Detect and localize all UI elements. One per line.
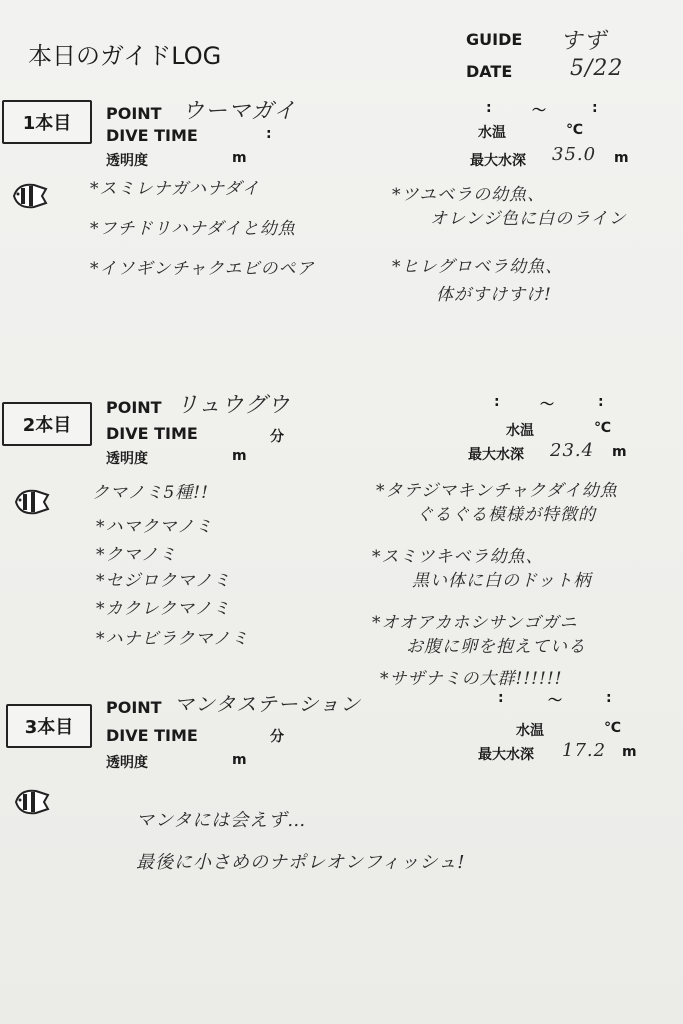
dive-1-note-right-2: オレンジ色に白のライン [430,209,627,229]
dive-2-note-right-4: 黒い体に白のドット柄 [412,571,592,591]
dive-1-time-tilde: ～ [532,103,546,119]
dive-3-note-1: マンタには会えず… [136,810,307,831]
dive-1-note-right-4: 体がすけすけ! [436,285,552,305]
dive-3-label: 3本目 [24,717,74,738]
dive-1-badge [2,100,92,144]
guide-label: GUIDE [466,30,523,49]
dive-2-point-label: POINT [106,398,162,417]
dive-2-note-right-1: *タテジマキンチャクダイ幼魚 [376,481,618,501]
dive-1-time-colon-b: : [592,100,598,116]
dive-2-note-right-6: お腹に卵を抱えている [406,637,586,657]
dive-2-time-colon-b: : [598,394,604,410]
dive-3-time-tilde: ～ [548,693,562,709]
fish-icon [14,486,50,518]
dive-2-maxdepth-value: 23.4 [550,440,595,461]
dive-2-visibility-label: 透明度 [106,451,148,467]
dive-2-note-left-2: *ハマクマノミ [96,517,213,537]
dive-2-visibility-unit: m [232,448,247,464]
dive-1-note-left-2: *フチドリハナダイと幼魚 [90,219,296,239]
dive-1-time-colon-a: : [486,100,492,116]
guide-value: すず [560,29,607,54]
dive-2-note-right-7: *サザナミの大群!!!!!! [380,669,563,689]
dive-1-maxdepth-label: 最大水深 [470,153,526,169]
fish-icon [14,786,50,818]
dive-2-label: 2本目 [22,415,72,436]
dive-3-divetime-label: DIVE TIME [106,726,198,745]
dive-3-time-colon-a: : [498,690,504,706]
page-title: 本日のガイドLOG [28,42,222,70]
dive-3-maxdepth-value: 17.2 [562,740,607,761]
dive-2-badge [2,402,92,446]
dive-1-label: 1本目 [22,113,72,134]
dive-3-visibility-label: 透明度 [106,755,148,771]
dive-2-divetime-unit: 分 [270,429,284,445]
dive-1-temp-label: 水温 [478,125,506,141]
dive-2-point-value: リュウグウ [176,393,291,418]
dive-3-maxdepth-unit: m [622,744,637,760]
dive-3-visibility-unit: m [232,752,247,768]
dive-1-temp-unit: ℃ [566,122,583,138]
dive-2-note-right-5: *オオアカホシサンゴガニ [372,613,578,633]
dive-2-maxdepth-unit: m [612,444,627,460]
dive-2-note-left-4: *セジロクマノミ [96,571,231,591]
dive-3-divetime-unit: 分 [270,729,284,745]
dive-1-note-right-1: *ツユベラの幼魚、 [392,185,546,205]
dive-2-note-left-6: *ハナビラクマノミ [96,629,249,649]
dive-2-time-tilde: ～ [540,397,554,413]
dive-3-time-colon-b: : [606,690,612,706]
dive-2-note-right-2: ぐるぐる模様が特徴的 [416,505,596,525]
dive-2-note-left-3: *クマノミ [96,545,177,565]
dive-1-divetime-label: DIVE TIME [106,126,198,145]
dive-1-maxdepth-value: 35.0 [552,144,597,165]
dive-2-maxdepth-label: 最大水深 [468,447,524,463]
dive-3-point-value: マンタステーション [174,692,361,716]
dive-1-point-value: ウーマガイ [182,99,297,124]
date-value: 5/22 [570,56,624,81]
dive-3-temp-unit: ℃ [604,720,621,736]
dive-3-badge [6,704,92,748]
dive-2-time-colon-a: : [494,394,500,410]
dive-3-note-2: 最後に小さめのナポレオンフィッシュ! [136,852,466,873]
dive-3-maxdepth-label: 最大水深 [478,747,534,763]
dive-1-visibility-label: 透明度 [106,153,148,169]
dive-2-note-right-3: *スミツキベラ幼魚、 [372,547,544,567]
dive-1-maxdepth-unit: m [614,150,629,166]
dive-3-point-label: POINT [106,698,162,717]
dive-1-note-left-1: *スミレナガハナダイ [90,179,260,199]
fish-icon [12,180,48,212]
dive-1-point-label: POINT [106,104,162,123]
dive-1-divetime-colon: : [266,126,272,142]
dive-1-visibility-unit: m [232,150,247,166]
dive-2-divetime-label: DIVE TIME [106,424,198,443]
date-label: DATE [466,62,513,81]
dive-2-temp-label: 水温 [506,423,534,439]
dive-2-temp-unit: ℃ [594,420,611,436]
dive-2-note-left-1: クマノミ5種!! [92,483,209,503]
dive-3-temp-label: 水温 [516,723,544,739]
dive-2-note-left-5: *カクレクマノミ [96,599,231,619]
dive-1-note-right-3: *ヒレグロベラ幼魚、 [392,257,564,277]
dive-1-note-left-3: *イソギンチャクエビのペア [90,259,315,279]
